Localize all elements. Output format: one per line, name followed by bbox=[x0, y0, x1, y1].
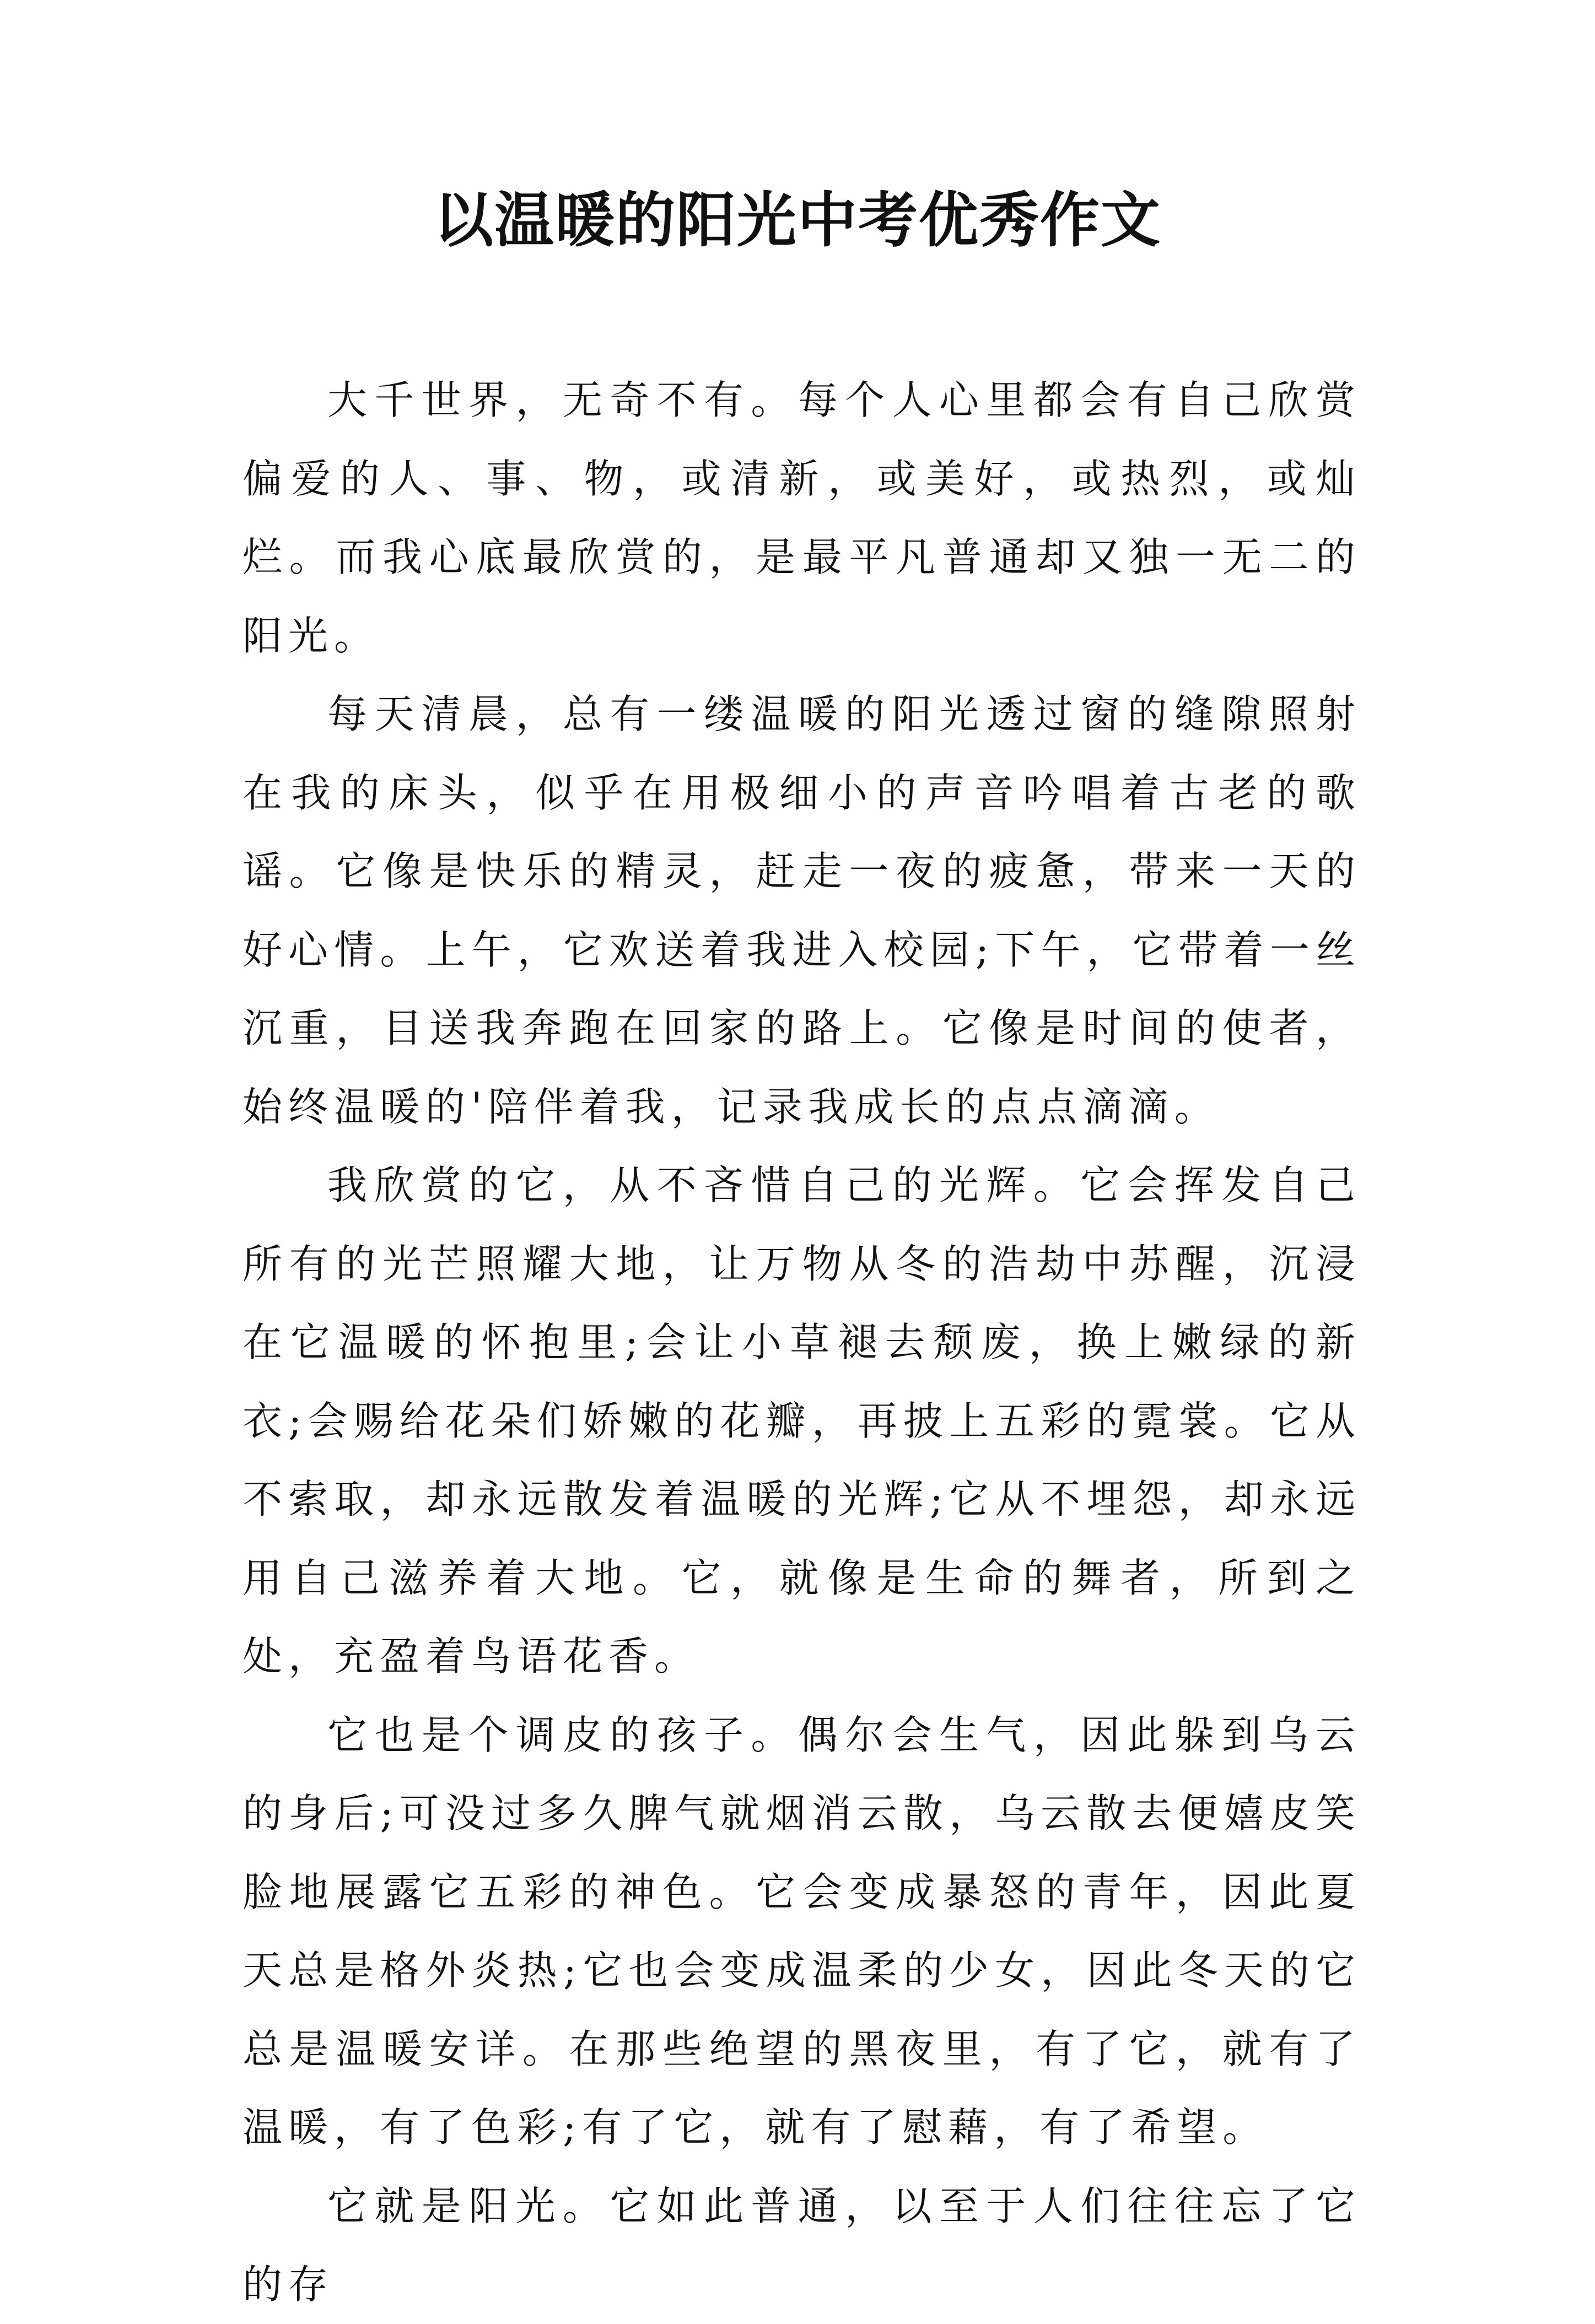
paragraph: 每天清晨，总有一缕温暖的阳光透过窗的缝隙照射在我的床头，似乎在用极细小的声音吟唱着古老的歌谣。它像是快乐的精灵，赶走一夜的疲惫，带来一天的好心情。上午，它欢送着我进入校园;下午，它带着一丝沉重，目送我奔跑在回家的路上。它像是时间的使者，始终温暖的'陪伴着我，记录我成长的点点滴滴。 bbox=[243, 691, 1361, 1130]
document-body bbox=[243, 361, 1361, 2324]
document-title: 以温暖的阳光中考优秀作文 bbox=[433, 186, 1161, 255]
paragraph: 它也是个调皮的孩子。偶尔会生气，因此躲到乌云的身后;可没过多久脾气就烟消云散，乌云散去便嬉皮笑脸地展露它五彩的神色。它会变成暴怒的青年，因此夏天总是格外炎热;它也会变成温柔的少女，因此冬天的它总是温暖安详。在那些绝望的黑夜里，有了它，就有了温暖，有了色彩;有了它，就有了慰藉，有了希望。 bbox=[243, 1711, 1361, 2150]
paragraph: 大千世界，无奇不有。每个人心里都会有自己欣赏偏爱的人、事、物，或清新，或美好，或热烈，或灿烂。而我心底最欣赏的，是最平凡普通却又独一无二的阳光。 bbox=[243, 377, 1361, 659]
paragraph: 它就是阳光。它如此普通，以至于人们往往忘了它的存 bbox=[243, 2182, 1361, 2307]
paragraph: 我欣赏的它，从不吝惜自己的光辉。它会挥发自己所有的光芒照耀大地，让万物从冬的浩劫中苏醒，沉浸在它温暖的怀抱里;会让小草褪去颓废，换上嫩绿的新衣;会赐给花朵们娇嫩的花瓣，再披上五彩的霓裳。它从不索取，却永远散发着温暖的光辉;它从不埋怨，却永远用自己滋养着大地。它，就像是生命的舞者，所到之处，充盈着鸟语花香。 bbox=[243, 1162, 1361, 1679]
